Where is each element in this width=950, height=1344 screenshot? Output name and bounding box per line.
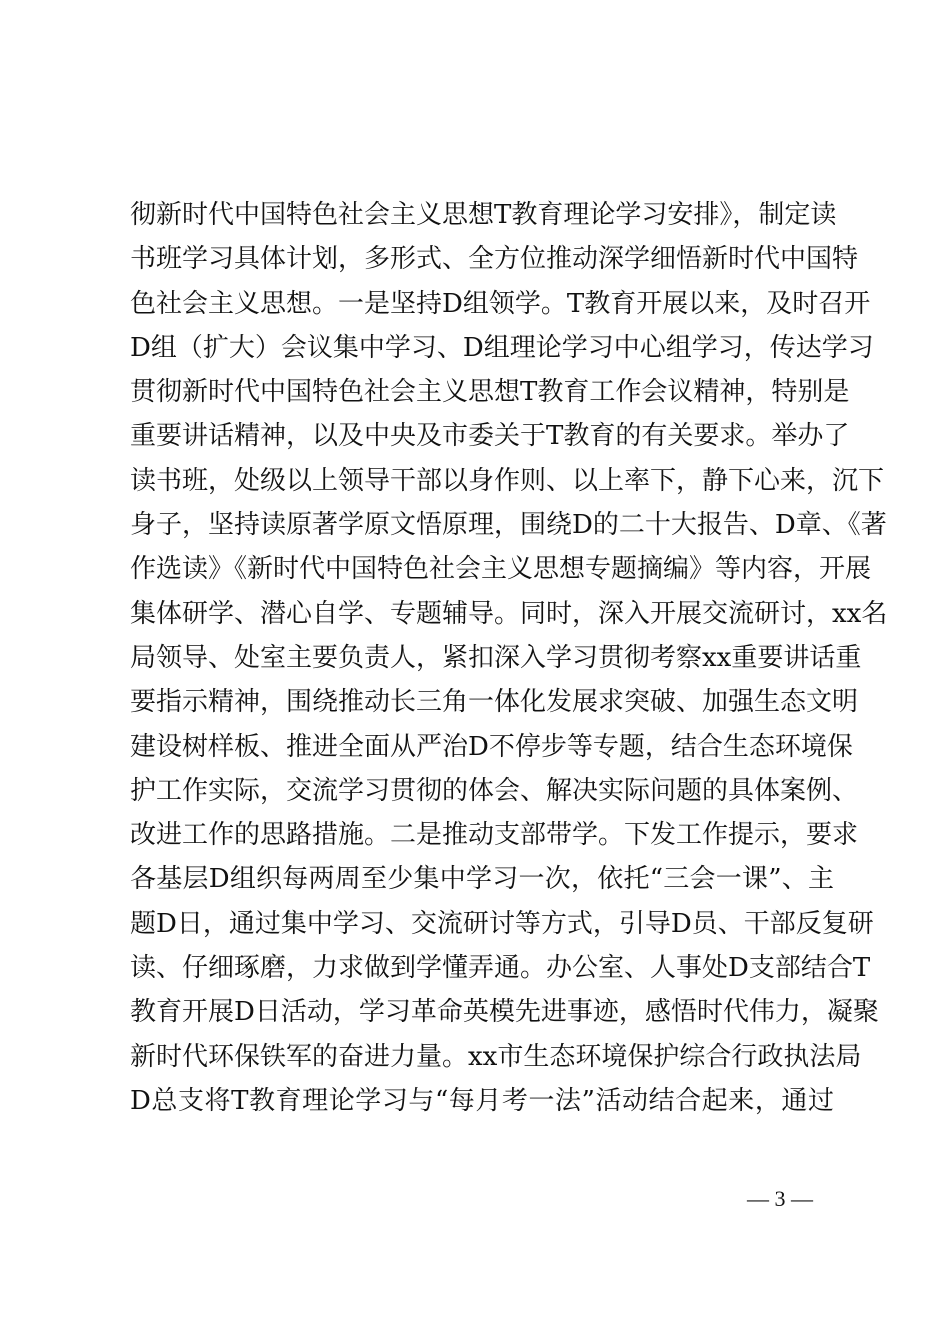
text-line: 护工作实际，交流学习贯彻的体会、解决实际问题的具体案例、 bbox=[130, 775, 859, 806]
text-line: 要指示精神，围绕推动长三角一体化发展求突破、加强生态文明 bbox=[130, 687, 859, 718]
text-line: 各基层D组织每两周至少集中学习一次，依托“三会一课”、主 bbox=[130, 864, 834, 895]
text-line: 局领导、处室主要负责人，紧扣深入学习贯彻考察xx重要讲话重 bbox=[130, 642, 862, 673]
text-line: 作选读》《新时代中国特色社会主义思想专题摘编》等内容，开展 bbox=[130, 554, 872, 585]
text-line: 建设树样板、推进全面从严治D不停步等专题，结合生态环境保 bbox=[130, 731, 853, 762]
text-line: 书班学习具体计划，多形式、全方位推动深学细悟新时代中国特 bbox=[130, 244, 859, 275]
body-paragraph bbox=[130, 193, 888, 1123]
page-number: — 3 — bbox=[747, 1186, 813, 1211]
text-line: 重要讲话精神，以及中央及市委关于T教育的有关要求。举办了 bbox=[130, 421, 850, 452]
text-line: 教育开展D日活动，学习革命英模先进事迹，感悟时代伟力，凝聚 bbox=[130, 997, 879, 1028]
text-line: 改进工作的思路措施。二是推动支部带学。下发工作提示，要求 bbox=[130, 820, 859, 851]
text-line: 读书班，处级以上领导干部以身作则、以上率下，静下心来，沉下 bbox=[130, 465, 885, 496]
text-line: 题D日，通过集中学习、交流研讨等方式，引导D员、干部反复研 bbox=[130, 908, 874, 939]
text-line: 色社会主义思想。一是坚持D组领学。T教育开展以来，及时召开 bbox=[130, 288, 871, 319]
text-line: D组（扩大）会议集中学习、D组理论学习中心组学习，传达学习 bbox=[130, 332, 874, 363]
text-line: D总支将T教育理论学习与“每月考一法”活动结合起来，通过 bbox=[130, 1085, 834, 1116]
text-line: 新时代环保铁军的奋进力量。xx市生态环境保护综合行政执法局 bbox=[130, 1041, 862, 1072]
text-line: 集体研学、潜心自学、专题辅导。同时，深入开展交流研讨，xx名 bbox=[130, 598, 888, 629]
text-line: 彻新时代中国特色社会主义思想T教育理论学习安排》，制定读 bbox=[130, 200, 837, 230]
text-line: 贯彻新时代中国特色社会主义思想T教育工作会议精神，特别是 bbox=[130, 377, 850, 408]
text-line: 读、仔细琢磨，力求做到学懂弄通。办公室、人事处D支部结合T bbox=[130, 953, 871, 984]
text-line: 身子，坚持读原著学原文悟原理，围绕D的二十大报告、D章、《著 bbox=[130, 510, 887, 541]
